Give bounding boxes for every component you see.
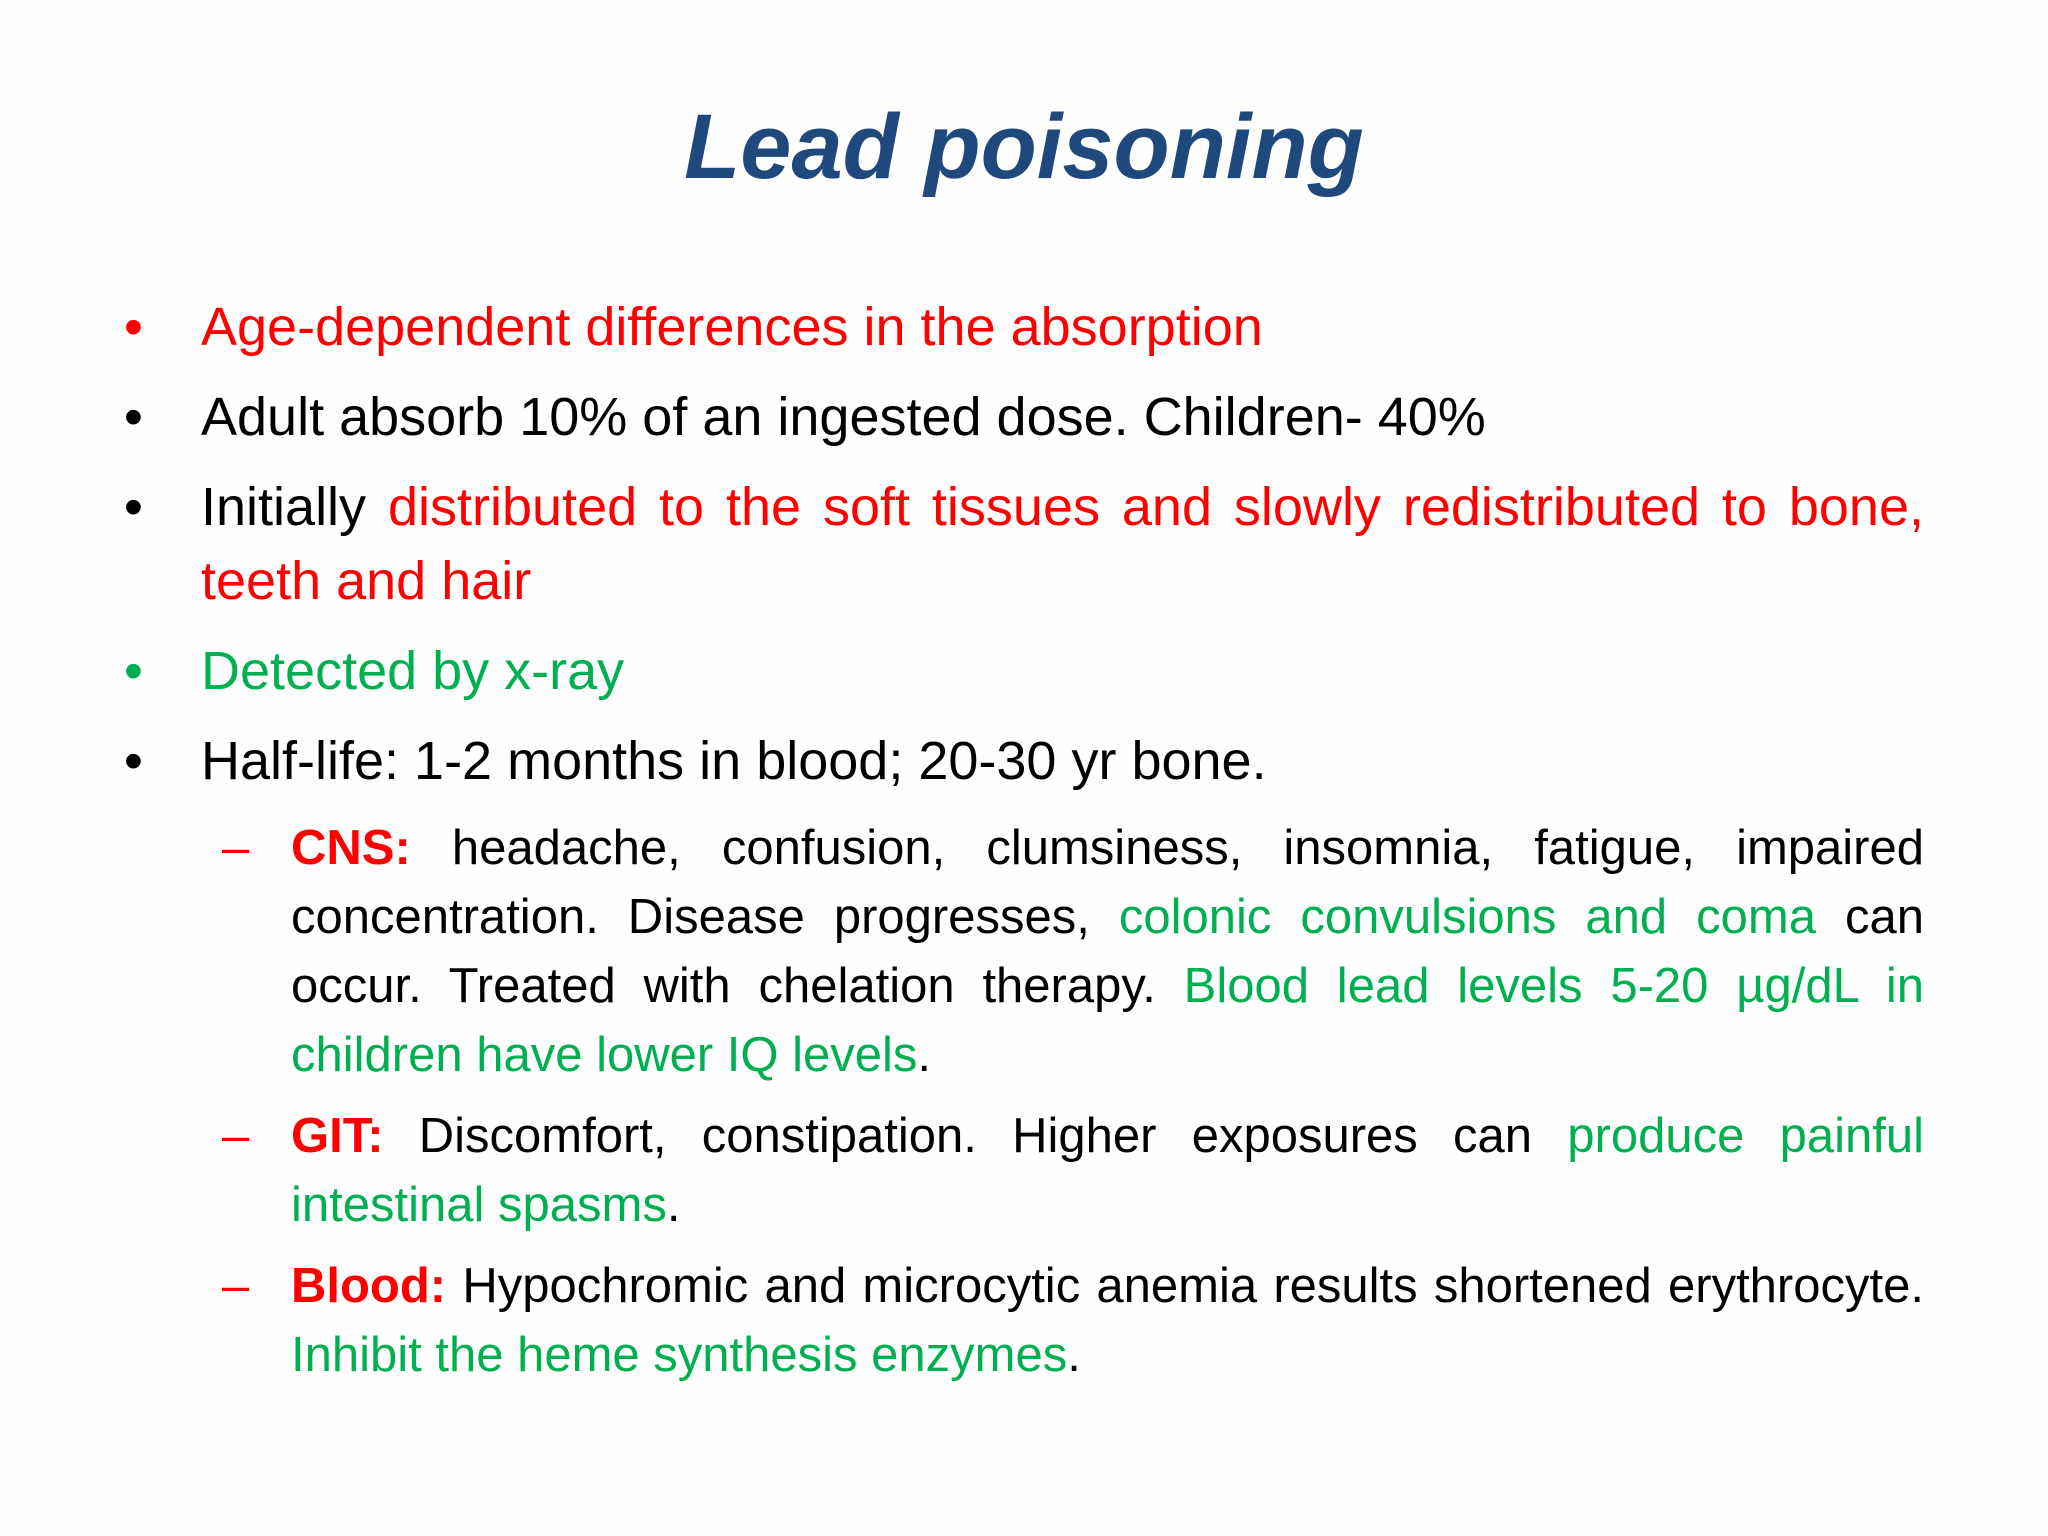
bullet-list (0, 290, 2048, 1402)
subbullet-text: can occur. Treated with chelation therapy. (291, 890, 1924, 1013)
bullet-marker: • (124, 641, 143, 701)
subbullet-text: Discomfort, constipation. Higher exposures can (383, 1109, 1568, 1163)
subbullet-marker: – (222, 1259, 250, 1313)
bullet-marker: • (124, 731, 143, 791)
subbullet-cns (0, 814, 1924, 1090)
bullet-item (0, 470, 1924, 618)
bullet-text-highlight: distributed to the soft tissues and slowly redistributed to bone, teeth and hair (201, 477, 1925, 611)
bullet-item (0, 634, 1924, 708)
subbullet-blood (0, 1252, 1924, 1390)
subbullet-highlight: produce painful intestinal spasms (291, 1109, 1924, 1232)
bullet-marker: • (124, 387, 143, 447)
subbullet-highlight: colonic convulsions and coma (1118, 890, 1816, 944)
bullet-text: Age-dependent differences in the absorption (201, 297, 1263, 357)
subbullet-highlight: Inhibit the heme synthesis enzymes (291, 1328, 1068, 1382)
bullet-item (0, 290, 1924, 364)
bullet-item (0, 380, 1924, 454)
subbullet-git (0, 1102, 1924, 1240)
subbullet-text: . (666, 1178, 681, 1232)
subbullet-text: Hypochromic and microcytic anemia results shortened erythrocyte. (446, 1259, 1924, 1313)
bullet-marker: • (124, 297, 143, 357)
bullet-text: Half-life: 1-2 months in blood; 20-30 yr bone. (201, 731, 1267, 791)
subbullet-marker: – (222, 821, 250, 875)
bullet-item (0, 724, 1924, 798)
subbullet-marker: – (222, 1109, 250, 1163)
subbullet-highlight: Blood lead levels 5-20 µg/dL in children have lower IQ levels (291, 959, 1924, 1082)
subbullet-label: GIT: (291, 1109, 384, 1163)
subbullet-text: headache, confusion, clumsiness, insomnia, fatigue, impaired concentration. Disease progresses, (291, 821, 1924, 944)
subbullet-label: Blood: (291, 1259, 447, 1313)
subbullet-label: CNS: (291, 821, 411, 875)
bullet-marker: • (124, 477, 143, 537)
subbullet-text: . (1067, 1328, 1081, 1382)
slide-title: Lead poisoning (684, 96, 1364, 198)
bullet-text: Detected by x-ray (201, 641, 625, 701)
subbullet-text: . (917, 1028, 932, 1082)
bullet-text: Initially (201, 477, 388, 537)
bullet-text: Adult absorb 10% of an ingested dose. Children- 40% (201, 387, 1486, 447)
